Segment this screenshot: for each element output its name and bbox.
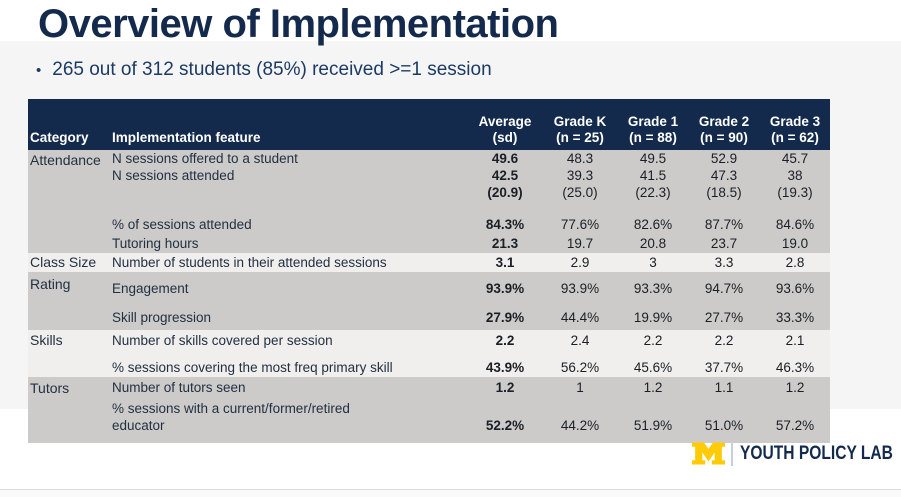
section-skills: [28, 330, 830, 377]
column-header-line1: Grade 3: [769, 114, 821, 129]
value-cell: 21.3: [491, 236, 519, 251]
category-label: Rating: [30, 276, 71, 292]
category-label: Attendance: [30, 152, 101, 168]
value-cell: 19.9%: [633, 310, 673, 325]
value-cell: 94.7%: [704, 281, 744, 296]
value-cell: 51.9%: [633, 418, 673, 433]
value-cell: 19.0: [781, 236, 809, 251]
column-header-line2: (n = 25): [556, 130, 604, 145]
value-cell: 3.1: [495, 255, 515, 270]
column-header-average: [468, 114, 542, 146]
value-cell: 2.2: [643, 333, 663, 348]
section-rows: [28, 377, 830, 443]
value-cell: (18.5): [706, 185, 742, 200]
feature-cell: % sessions with a current/former/retired educator: [112, 401, 350, 433]
value-cell: 52.2%: [485, 418, 525, 433]
value-cell: 1.2: [495, 380, 515, 395]
feature-cell: Skill progression: [112, 310, 212, 325]
column-header-line2: (sd): [492, 130, 518, 145]
section-rating: [28, 272, 830, 330]
column-header-feature: Implementation feature: [112, 130, 261, 145]
value-cell: 2.1: [785, 333, 805, 348]
value-cell: 93.9%: [560, 281, 600, 296]
value-cell: 2.9: [570, 255, 590, 270]
column-header-grade-2: [688, 114, 760, 146]
column-header-line1: Average: [478, 114, 532, 129]
footer-logo: [692, 441, 901, 466]
column-header-grade-1: [618, 114, 688, 146]
section-class-size: [28, 253, 830, 272]
category-label: Skills: [30, 332, 63, 348]
table-row: [28, 216, 830, 233]
value-cell: 41.5: [639, 168, 667, 183]
value-cell: 51.0%: [704, 418, 744, 433]
value-cell: 87.7%: [704, 217, 744, 232]
table-row: [28, 184, 830, 202]
value-cell: 46.3%: [775, 360, 815, 375]
value-cell: 77.6%: [560, 217, 600, 232]
table-row: [28, 167, 830, 184]
feature-cell: [112, 184, 468, 202]
feature-cell: N sessions offered to a student: [112, 151, 298, 166]
column-header-line2: (n = 90): [700, 130, 748, 145]
value-cell: 2.4: [570, 333, 590, 348]
value-cell: 82.6%: [633, 217, 673, 232]
value-cell: 49.5: [639, 151, 667, 166]
table-row: [28, 150, 830, 167]
value-cell: 57.2%: [775, 418, 815, 433]
feature-cell: Number of skills covered per session: [112, 333, 333, 348]
value-cell: 44.2%: [560, 418, 600, 433]
value-cell: 45.6%: [633, 360, 673, 375]
bullet-line: [36, 59, 492, 81]
category-label: Tutors: [30, 380, 70, 396]
value-cell: 84.6%: [775, 217, 815, 232]
table-row: [28, 353, 830, 377]
value-cell: 3: [649, 255, 657, 270]
feature-cell: Number of students in their attended sessions: [112, 255, 387, 270]
value-cell: 1.1: [714, 380, 734, 395]
value-cell: 84.3%: [485, 217, 525, 232]
category-label: Class Size: [30, 254, 97, 270]
bullet-icon: •: [36, 61, 42, 79]
slide-edge-divider: [0, 489, 901, 497]
table-row: [28, 305, 830, 330]
column-header-grade-k: [542, 114, 618, 146]
section-attendance: [28, 150, 830, 253]
value-cell: 43.9%: [485, 360, 525, 375]
table-row: [28, 272, 830, 305]
table-row: [28, 397, 830, 443]
value-cell: 1: [576, 380, 584, 395]
value-cell: 37.7%: [704, 360, 744, 375]
value-cell: 93.9%: [485, 281, 525, 296]
value-cell: 93.6%: [775, 281, 815, 296]
value-cell: 20.8: [639, 236, 667, 251]
value-cell: 47.3: [710, 168, 738, 183]
value-cell: 2.2: [714, 333, 734, 348]
value-cell: 44.4%: [560, 310, 600, 325]
feature-cell: N sessions attended: [112, 168, 235, 183]
column-header-line1: Grade K: [553, 114, 607, 129]
value-cell: 42.5: [491, 168, 519, 183]
value-cell: 38: [787, 168, 803, 183]
table-row: [28, 330, 830, 353]
column-header-line2: (n = 88): [629, 130, 677, 145]
table-header-row: [28, 99, 830, 150]
feature-cell: % of sessions attended: [112, 217, 252, 232]
value-cell: 19.7: [566, 236, 594, 251]
value-cell: (20.9): [487, 185, 523, 200]
logo-divider: [731, 442, 733, 466]
feature-cell: % sessions covering the most freq primary skill: [112, 360, 393, 375]
section-rows: [28, 150, 830, 253]
page-title: Overview of Implementation: [38, 2, 559, 46]
value-cell: 1.2: [643, 380, 663, 395]
value-cell: 93.3%: [633, 281, 673, 296]
value-cell: 52.9: [710, 151, 738, 166]
implementation-table: [28, 99, 830, 443]
section-rows: [28, 253, 830, 272]
value-cell: (25.0): [562, 185, 598, 200]
table-row: [28, 233, 830, 253]
block-m-icon: [692, 442, 725, 465]
value-cell: 27.9%: [485, 310, 525, 325]
column-header-grade-3: [760, 114, 830, 146]
value-cell: 39.3: [566, 168, 594, 183]
value-cell: 49.6: [491, 151, 519, 166]
value-cell: 1.2: [785, 380, 805, 395]
section-rows: [28, 330, 830, 377]
value-cell: 23.7: [710, 236, 738, 251]
section-tutors: [28, 377, 830, 443]
feature-cell: Engagement: [112, 281, 189, 296]
value-cell: (22.3): [635, 185, 671, 200]
value-cell: 2.8: [785, 255, 805, 270]
value-cell: 3.3: [714, 255, 734, 270]
table-row: [28, 253, 830, 272]
value-cell: 27.7%: [704, 310, 744, 325]
column-header-line1: Grade 1: [627, 114, 679, 129]
feature-cell: Number of tutors seen: [112, 380, 246, 395]
value-cell: 45.7: [781, 151, 809, 166]
column-header-category: Category: [30, 130, 89, 145]
spacer-row: [28, 202, 830, 216]
table-row: [28, 377, 830, 397]
table-body: [28, 150, 830, 443]
youth-policy-lab-wordmark: YOUTH POLICY LAB: [740, 442, 893, 464]
column-header-line2: (n = 62): [771, 130, 819, 145]
value-cell: 33.3%: [775, 310, 815, 325]
column-header-line1: Grade 2: [698, 114, 750, 129]
value-cell: 48.3: [566, 151, 594, 166]
feature-cell: Tutoring hours: [112, 236, 199, 251]
bullet-text: 265 out of 312 students (85%) received >=1 session: [52, 59, 492, 80]
value-cell: (19.3): [777, 185, 813, 200]
section-rows: [28, 272, 830, 330]
value-cell: 56.2%: [560, 360, 600, 375]
value-cell: 2.2: [495, 333, 515, 348]
